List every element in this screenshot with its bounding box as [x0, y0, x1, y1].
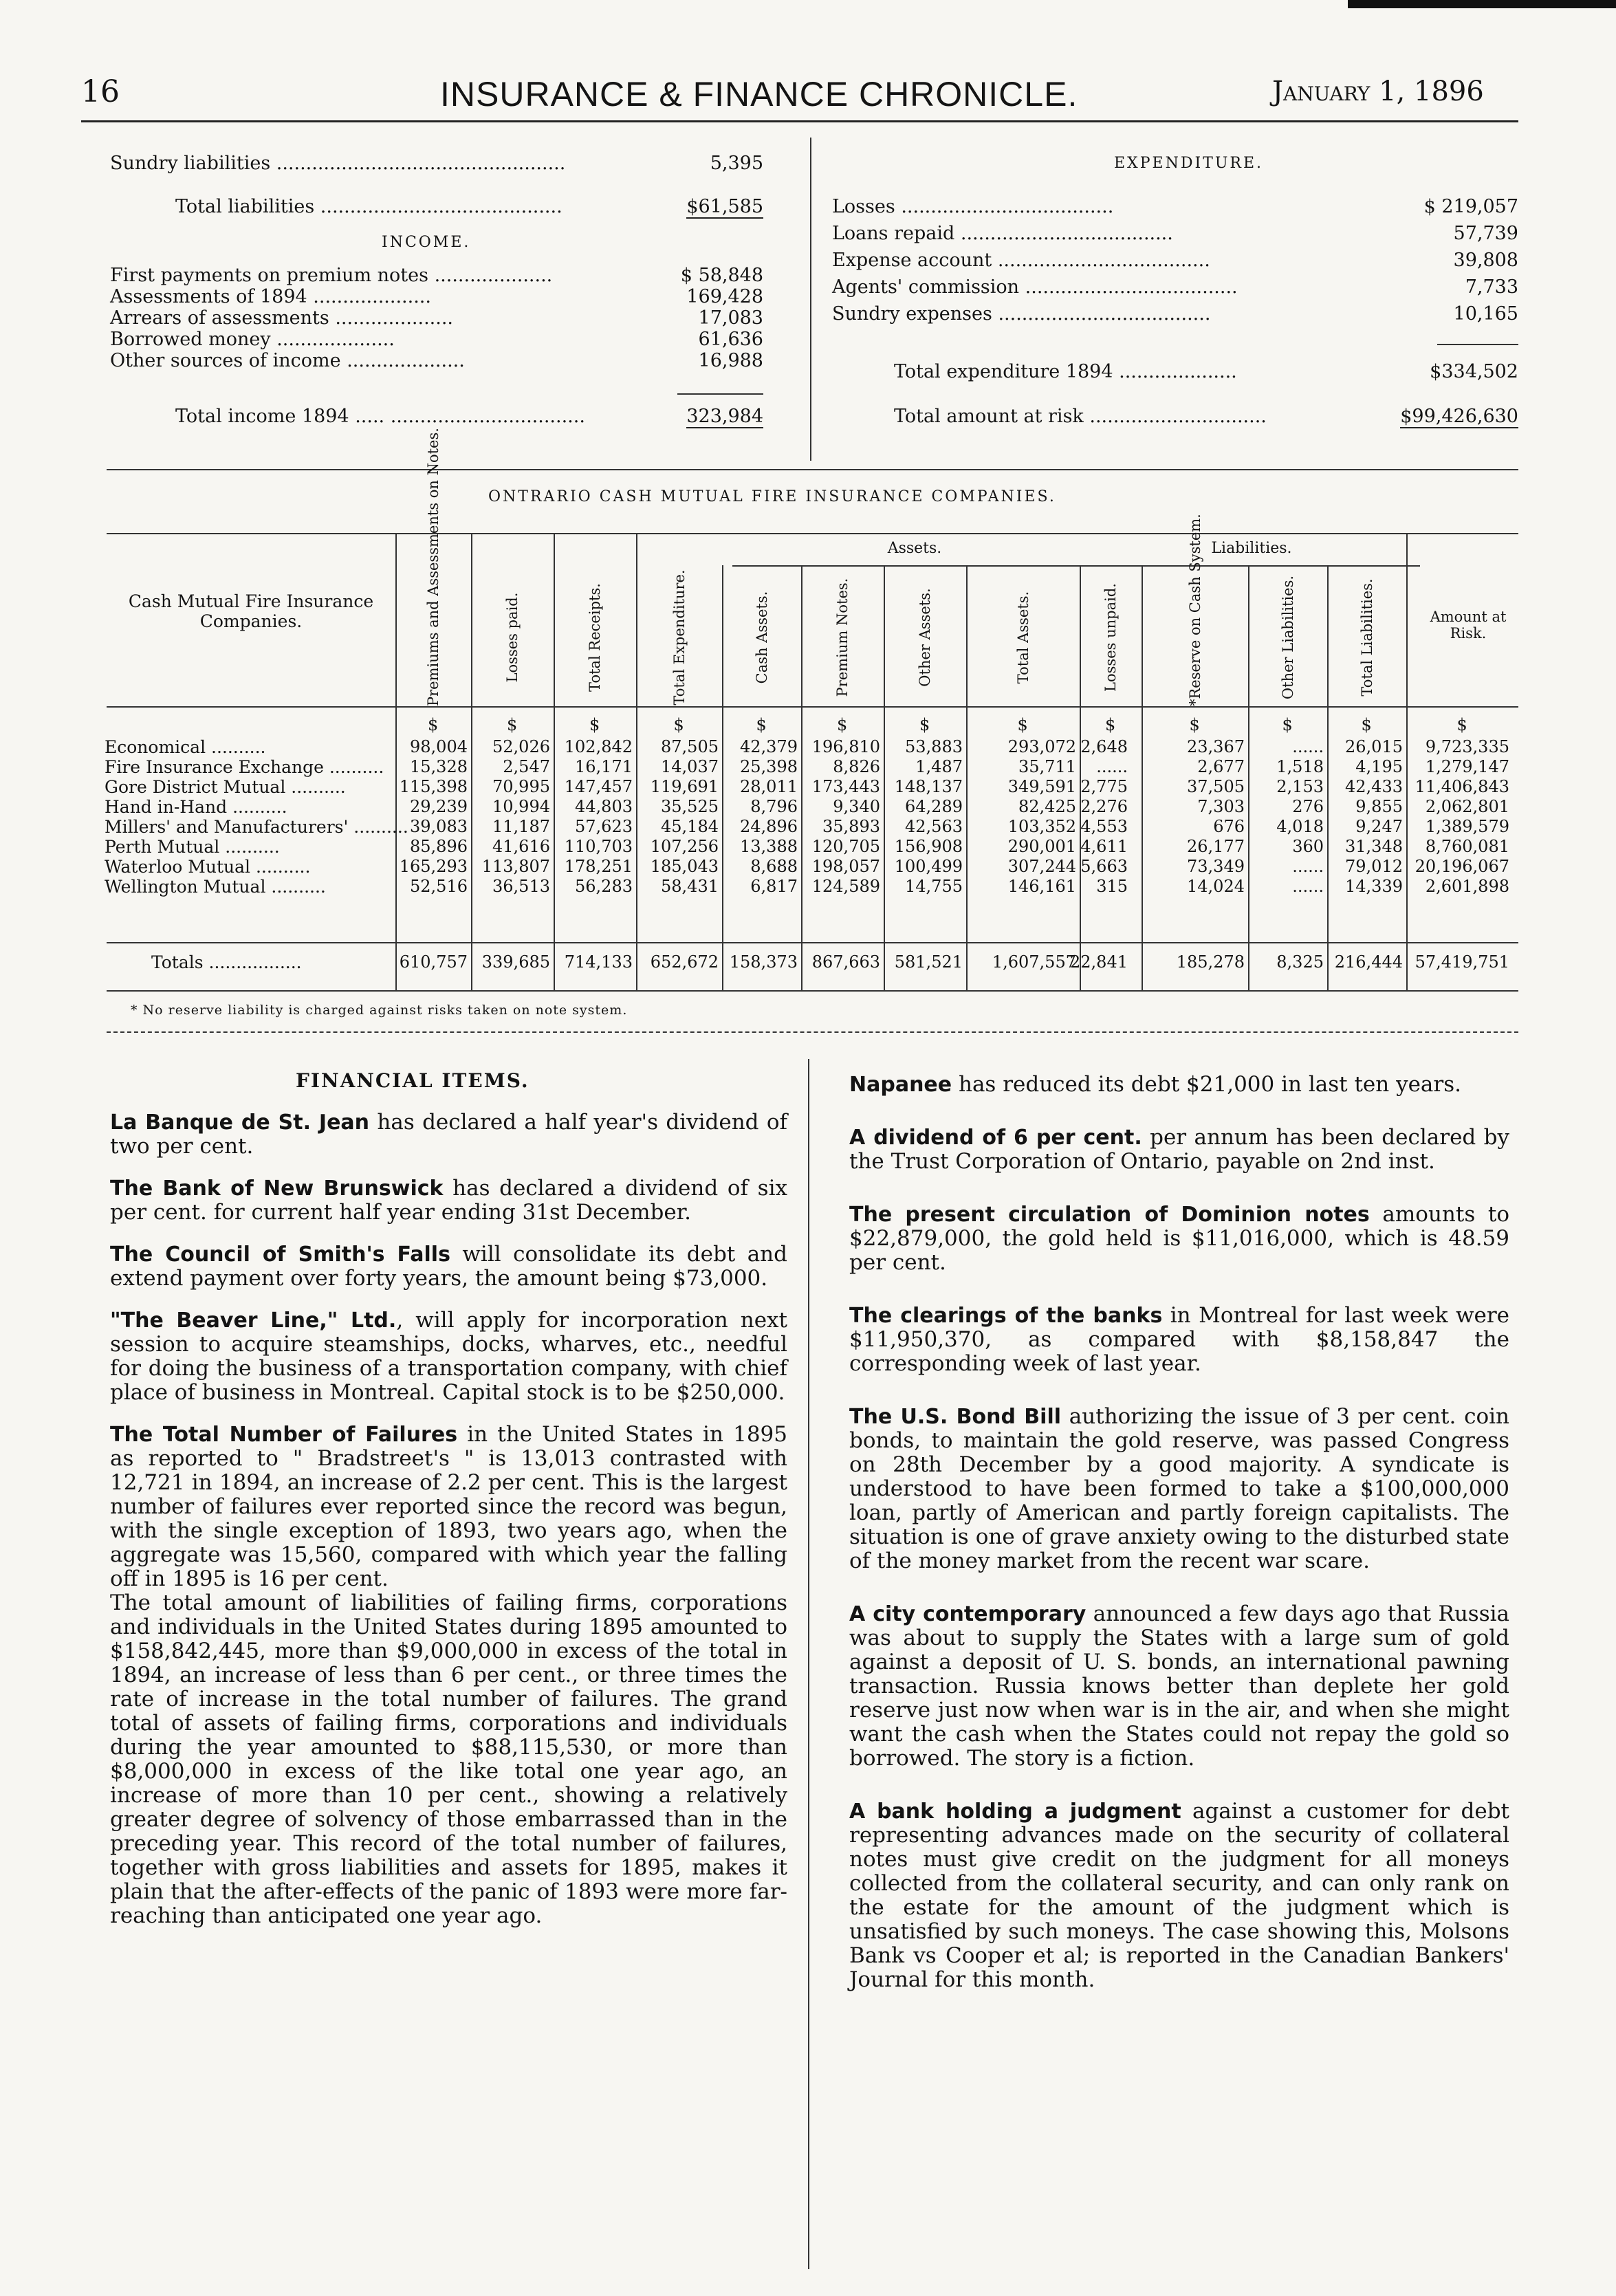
table-cell: 4,611 [1080, 837, 1128, 856]
totals-label: Totals ................. [151, 952, 302, 972]
totals-cell: 867,663 [811, 952, 880, 972]
company-name: Hand in-Hand .......... [105, 797, 287, 817]
financial-items-heading: FINANCIAL ITEMS. [296, 1069, 529, 1092]
news-item-lead: The Bank of New Brunswick [110, 1177, 444, 1201]
table-cell: 79,012 [1345, 857, 1403, 876]
table-cell: 52,516 [410, 877, 468, 896]
table-cell: 2,153 [1276, 777, 1324, 796]
news-item [110, 1111, 787, 1159]
news-item [110, 1423, 787, 1591]
dollar-sign-cell: $ [1456, 715, 1467, 734]
income-value: 61,636 [698, 329, 763, 350]
table-cell: ...... [1292, 877, 1324, 896]
table-cell: 52,026 [492, 737, 550, 756]
liabilities-group-header: Liabilities. [1211, 540, 1292, 557]
table-cell: 2,601,898 [1425, 877, 1509, 896]
table-cell: ...... [1292, 857, 1324, 876]
table-cell: 8,760,081 [1425, 837, 1509, 856]
expenditure-value: 10,165 [1453, 303, 1518, 325]
table-footnote: * No reserve liability is charged against risks taken on note system. [131, 1003, 628, 1018]
news-item-text: in Montreal for last week were $11,950,370, as compared with $8,158,847 the corresponding week of last year. [849, 1303, 1509, 1376]
group-header-rule [732, 565, 1420, 567]
news-item-lead: The Total Number of Failures [110, 1423, 458, 1447]
table-column-rule [471, 533, 472, 990]
financial-items-right-column [849, 1073, 1509, 2021]
news-item [849, 1126, 1509, 1174]
rotated-column-header: Losses unpaid. [1102, 583, 1119, 692]
table-cell: ...... [1096, 757, 1128, 776]
news-item [849, 1203, 1509, 1275]
table-cell: 103,352 [1007, 817, 1076, 836]
table-cell: 26,015 [1345, 737, 1403, 756]
table-cell: 20,196,067 [1415, 857, 1509, 876]
table-cell: 64,289 [905, 797, 963, 816]
expenditure-value: 57,739 [1453, 223, 1518, 244]
table-cell: 7,303 [1197, 797, 1245, 816]
table-cell: 173,443 [811, 777, 880, 796]
totals-cell: 57,419,751 [1415, 952, 1509, 972]
totals-cell: 581,521 [894, 952, 963, 972]
table-cell: 120,705 [811, 837, 880, 856]
table-cell: 8,796 [750, 797, 798, 816]
news-item [849, 1073, 1509, 1097]
table-cell: 11,187 [492, 817, 550, 836]
table-cell: 98,004 [410, 737, 468, 756]
income-sum-rule [677, 393, 763, 395]
totals-cell: 185,278 [1176, 952, 1245, 972]
table-cell: 102,842 [564, 737, 633, 756]
section-divider [107, 1031, 1518, 1033]
table-cell: 70,995 [492, 777, 550, 796]
table-cell: 148,137 [894, 777, 963, 796]
news-item-text: will consolidate its debt and extend payment over forty years, the amount being $73,000. [110, 1242, 787, 1291]
table-cell: 290,001 [1007, 837, 1076, 856]
totals-cell: 158,373 [729, 952, 798, 972]
table-cell: 13,388 [740, 837, 798, 856]
dollar-sign-cell: $ [1361, 715, 1372, 734]
table-cell: 9,723,335 [1425, 737, 1509, 756]
table-column-rule [1142, 565, 1143, 990]
totals-cell: 8,325 [1276, 952, 1324, 972]
table-cell: ...... [1292, 737, 1324, 756]
table-cell: 1,487 [915, 757, 963, 776]
statement-divider [810, 138, 811, 461]
table-cell: 676 [1213, 817, 1245, 836]
publication-title: INSURANCE & FINANCE CHRONICLE. [440, 75, 1078, 113]
news-item-lead: Napanee [849, 1073, 952, 1097]
rotated-column-header: Total Receipts. [587, 583, 603, 692]
table-column-rule [554, 533, 555, 990]
page-number: 16 [81, 74, 120, 109]
table-title: ONTRARIO CASH MUTUAL FIRE INSURANCE COMPANIES. [488, 488, 1056, 505]
issue-date: January 1, 1896 [1272, 76, 1484, 107]
table-cell: 36,513 [492, 877, 550, 896]
expenditure-label: Expense account .................................... [832, 250, 1210, 271]
totals-cell: 339,685 [481, 952, 550, 972]
table-cell: 15,328 [410, 757, 468, 776]
income-label: First payments on premium notes .................... [110, 265, 553, 286]
table-cell: 39,083 [410, 817, 468, 836]
news-item-lead: The Council of Smith's Falls [110, 1243, 450, 1267]
news-item-lead: A bank holding a judgment [849, 1800, 1181, 1824]
table-cell: 9,855 [1355, 797, 1403, 816]
table-cell: 25,398 [740, 757, 798, 776]
table-cell: 85,896 [410, 837, 468, 856]
table-cell: 2,547 [503, 757, 550, 776]
sundry-liabilities-value: 5,395 [710, 153, 763, 174]
income-value: 16,988 [698, 350, 763, 371]
income-label: Assessments of 1894 .................... [110, 286, 431, 307]
table-cell: 196,810 [811, 737, 880, 756]
rotated-column-header: Losses paid. [504, 592, 521, 683]
table-cell: 2,648 [1080, 737, 1128, 756]
table-cell: 360 [1292, 837, 1324, 856]
table-cell: 113,807 [481, 857, 550, 876]
table-column-rule [1406, 533, 1408, 990]
table-cell: 115,398 [399, 777, 468, 796]
table-totals-rule [107, 942, 1518, 943]
financial-items-left-column [110, 1111, 787, 1946]
dollar-sign-cell: $ [673, 715, 684, 734]
table-header-top-rule [107, 533, 1518, 534]
news-item-lead: The present circulation of Dominion notes [849, 1203, 1370, 1227]
table-cell: 8,826 [833, 757, 880, 776]
income-label: Other sources of income .................... [110, 350, 465, 371]
total-liabilities-label: Total liabilities ......................................... [175, 196, 563, 217]
rotated-column-header: Premium Notes. [834, 578, 851, 697]
table-cell: 1,389,579 [1425, 817, 1509, 836]
income-value: 17,083 [698, 307, 763, 329]
table-cell: 87,505 [661, 737, 719, 756]
news-item [110, 1591, 787, 1928]
table-cell: 42,563 [905, 817, 963, 836]
totals-cell: 610,757 [399, 952, 468, 972]
table-cell: 198,057 [811, 857, 880, 876]
news-item [849, 1405, 1509, 1573]
totals-cell: 22,841 [1070, 952, 1128, 972]
table-cell: 10,994 [492, 797, 550, 816]
news-item-text: announced a few days ago that Russia was about to supply the States with a large sum of gold against a deposit of U. S. bonds, an international pawning transaction. Russia knows better than deplete her gold reserve just now when war is in the air, and when she might want the cash when the States could not repay the gold so borrowed. The story is a fiction. [849, 1601, 1509, 1771]
income-value: $ 58,848 [680, 265, 763, 286]
news-item [110, 1177, 787, 1225]
company-name: Perth Mutual .......... [105, 837, 280, 857]
assets-group-header: Assets. [887, 540, 942, 557]
table-cell: 276 [1292, 797, 1324, 816]
table-cell: 165,293 [399, 857, 468, 876]
table-cell: 2,677 [1197, 757, 1245, 776]
rotated-column-header: Total Assets. [1014, 591, 1031, 684]
dollar-sign-cell: $ [428, 715, 439, 734]
company-name: Fire Insurance Exchange .......... [105, 757, 384, 777]
expenditure-label: Loans repaid .................................... [832, 223, 1173, 244]
column-divider [808, 1059, 809, 2269]
table-cell: 14,037 [661, 757, 719, 776]
table-cell: 14,755 [905, 877, 963, 896]
table-cell: 23,367 [1187, 737, 1245, 756]
table-cell: 315 [1096, 877, 1128, 896]
dollar-sign-cell: $ [1189, 715, 1200, 734]
table-cell: 4,553 [1080, 817, 1128, 836]
news-item-text: has declared a half year's dividend of two per cent. [110, 1110, 787, 1159]
expenditure-label: Losses .................................... [832, 196, 1114, 217]
dollar-sign-cell: $ [1282, 715, 1293, 734]
expenditure-heading: EXPENDITURE. [1114, 155, 1263, 172]
table-column-rule [1327, 565, 1329, 990]
rotated-column-header: Cash Assets. [753, 591, 770, 684]
news-item-text: amounts to $22,879,000, the gold held is $11,016,000, which is 48.59 per cent. [849, 1202, 1509, 1275]
dollar-sign-cell: $ [589, 715, 600, 734]
rotated-column-header: Total Liabilities. [1358, 578, 1375, 697]
table-cell: 45,184 [661, 817, 719, 836]
total-income-label: Total income 1894 ..... ................................. [175, 406, 585, 427]
expenditure-value: 7,733 [1465, 276, 1518, 298]
table-cell: 9,340 [833, 797, 880, 816]
table-cell: 124,589 [811, 877, 880, 896]
table-cell: 2,062,801 [1425, 797, 1509, 816]
news-item-text: has reduced its debt $21,000 in last ten years. [952, 1072, 1461, 1097]
news-item [849, 1304, 1509, 1376]
table-cell: 28,011 [740, 777, 798, 796]
table-cell: 147,457 [564, 777, 633, 796]
rotated-column-header: Other Assets. [917, 588, 933, 687]
table-column-rule [966, 565, 968, 990]
amount-at-risk-header: Amount at Risk. [1430, 609, 1507, 642]
expenditure-label: Agents' commission .................................... [832, 276, 1238, 298]
news-item-text: authorizing the issue of 3 per cent. coin bonds, to maintain the gold reserve, was passed Congress on 28th December by a good majority. A syndicate is understood to have been formed to take a $100,000,000 loan, partly of American and partly foreign capitalists. The situation is one of grave anxiety owing to the disturbed state of the money market from the recent war scare. [849, 1404, 1509, 1573]
table-cell: 14,024 [1187, 877, 1245, 896]
dollar-sign-cell: $ [919, 715, 930, 734]
rotated-column-header: Other Liabilities. [1279, 575, 1296, 700]
table-cell: 4,195 [1355, 757, 1403, 776]
total-at-risk-label: Total amount at risk .............................. [894, 406, 1267, 427]
totals-cell: 216,444 [1334, 952, 1403, 972]
table-cell: 2,276 [1080, 797, 1128, 816]
table-cell: 293,072 [1007, 737, 1076, 756]
expenditure-label: Sundry expenses .................................... [832, 303, 1211, 325]
total-at-risk-value: $99,426,630 [1400, 406, 1518, 427]
table-cell: 58,431 [661, 877, 719, 896]
table-column-rule [395, 533, 397, 990]
table-cell: 1,518 [1276, 757, 1324, 776]
company-name: Waterloo Mutual .......... [105, 857, 311, 877]
table-cell: 73,349 [1187, 857, 1245, 876]
totals-cell: 1,607,557 [992, 952, 1076, 972]
table-cell: 110,703 [564, 837, 633, 856]
table-cell: 4,018 [1276, 817, 1324, 836]
table-cell: 57,623 [575, 817, 633, 836]
news-item-text: , will apply for incorporation next session to acquire steamships, docks, wharves, etc., needful for doing the business of a transportation company, with chief place of business in Montreal. Capital stock is to be $250,000. [110, 1308, 787, 1405]
table-cell: 307,244 [1007, 857, 1076, 876]
rotated-column-header: *Reserve on Cash System. [1186, 514, 1203, 706]
table-cell: 11,406,843 [1415, 777, 1509, 796]
table-cell: 24,896 [740, 817, 798, 836]
table-cell: 35,893 [822, 817, 880, 836]
table-bottom-rule [107, 990, 1518, 992]
table-cell: 42,433 [1345, 777, 1403, 796]
expenditure-value: $ 219,057 [1423, 196, 1518, 217]
table-cell: 146,161 [1007, 877, 1076, 896]
income-value: 169,428 [686, 286, 763, 307]
news-item-text: has declared a dividend of six per cent. for current half year ending 31st December. [110, 1176, 787, 1225]
news-item [110, 1309, 787, 1405]
news-item [849, 1602, 1509, 1771]
news-item-text: in the United States in 1895 as reported to " Bradstreet's " is 13,013 contrasted with 12,721 in 1894, an increase of 2.2 per cent. This is the largest number of failures ever reported since the record was begun, with the single exception of 1893, two years ago, when the aggregate was 15,560, compared with which year the falling off in 1895 is 16 per cent. [110, 1422, 787, 1591]
table-cell: 178,251 [564, 857, 633, 876]
table-column-rule [884, 565, 885, 990]
news-item-lead: La Banque de St. Jean [110, 1111, 370, 1135]
table-cell: 119,691 [650, 777, 719, 796]
table-cell: 41,616 [492, 837, 550, 856]
table-cell: 82,425 [1018, 797, 1076, 816]
news-item-lead: "The Beaver Line," Ltd. [110, 1309, 397, 1333]
header-rule [81, 120, 1518, 122]
table-cell: 35,525 [661, 797, 719, 816]
company-column-header: Cash Mutual Fire Insurance Companies. [128, 591, 374, 631]
table-cell: 29,239 [410, 797, 468, 816]
news-item-lead: A city contemporary [849, 1602, 1087, 1626]
table-cell: 56,283 [575, 877, 633, 896]
table-cell: 100,499 [894, 857, 963, 876]
dollar-sign-cell: $ [837, 715, 848, 734]
table-column-rule [801, 565, 802, 990]
totals-cell: 652,672 [650, 952, 719, 972]
company-name: Economical .......... [105, 737, 266, 757]
income-heading: INCOME. [382, 234, 471, 251]
table-cell: 14,339 [1345, 877, 1403, 896]
income-label: Borrowed money .................... [110, 329, 395, 350]
sundry-liabilities-label: Sundry liabilities ................................................. [110, 153, 566, 174]
table-cell: 8,688 [750, 857, 798, 876]
company-name: Wellington Mutual .......... [105, 877, 326, 897]
total-expenditure-label: Total expenditure 1894 .................... [894, 361, 1237, 382]
table-cell: 185,043 [650, 857, 719, 876]
total-liabilities-value: $61,585 [686, 196, 763, 217]
table-cell: 1,279,147 [1425, 757, 1509, 776]
dollar-sign-cell: $ [756, 715, 767, 734]
table-cell: 53,883 [905, 737, 963, 756]
company-name: Gore District Mutual .......... [105, 777, 346, 797]
income-label: Arrears of assessments .................... [110, 307, 453, 329]
total-expenditure-value: $334,502 [1430, 361, 1518, 382]
table-cell: 107,256 [650, 837, 719, 856]
table-cell: 156,908 [894, 837, 963, 856]
table-top-rule [107, 469, 1518, 470]
table-cell: 42,379 [740, 737, 798, 756]
news-item-lead: The clearings of the banks [849, 1304, 1163, 1328]
total-income-value: 323,984 [686, 406, 763, 427]
table-cell: 5,663 [1080, 857, 1128, 876]
company-name: Millers' and Manufacturers' .......... [105, 817, 408, 837]
news-item [110, 1243, 787, 1291]
table-cell: 26,177 [1187, 837, 1245, 856]
table-cell: 6,817 [750, 877, 798, 896]
news-item-text: The total amount of liabilities of failing firms, corporations and individuals in the United States during 1895 amounted to $158,842,445, more than $9,000,000 in excess of the total in 1894, an increase of less than 6 per cent., or three times the rate of increase in the total number of failures. The grand total of assets of failing firms, corporations and individuals during the year amounted to $88,115,530, or more than $8,000,000 in excess of the like total one year ago, an increase of more than 10 per cent., showing a relatively greater degree of solvency of those embarrassed than in the preceding year. This record of the total number of failures, together with gross liabilities and assets for 1895, makes it plain that the after-effects of the panic of 1893 were more far-reaching than anticipated one year ago. [110, 1590, 787, 1928]
dollar-sign-cell: $ [507, 715, 518, 734]
table-cell: 44,803 [575, 797, 633, 816]
table-column-rule [1248, 565, 1249, 990]
totals-cell: 714,133 [564, 952, 633, 972]
expenditure-sum-rule [1437, 344, 1518, 345]
table-cell: 35,711 [1018, 757, 1076, 776]
table-cell: 16,171 [575, 757, 633, 776]
table-cell: 37,505 [1187, 777, 1245, 796]
news-item [849, 1800, 1509, 1992]
news-item-lead: The U.S. Bond Bill [849, 1405, 1062, 1429]
news-item-text: against a customer for debt representing advances made on the security of collateral notes must give credit on the judgment for all moneys collected from the collateral security, and can only rank on the estate for the amount of the judgment which is unsatisfied by such moneys. The case showing this, Molsons Bank vs Cooper et al; is reported in the Canadian Bankers' Journal for this month. [849, 1799, 1509, 1992]
table-column-rule [636, 533, 637, 990]
table-header-bottom-rule [107, 706, 1518, 708]
dollar-sign-cell: $ [1105, 715, 1116, 734]
expenditure-value: 39,808 [1453, 250, 1518, 271]
page-top-edge [1348, 0, 1616, 8]
rotated-column-header: Premiums and Assessments on Notes. [425, 428, 441, 706]
table-column-rule [722, 565, 723, 990]
table-cell: 2,775 [1080, 777, 1128, 796]
table-cell: 349,591 [1007, 777, 1076, 796]
news-item-lead: A dividend of 6 per cent. [849, 1126, 1142, 1150]
rotated-column-header: Total Expenditure. [670, 569, 688, 706]
table-cell: 31,348 [1345, 837, 1403, 856]
news-item-text: per annum has been declared by the Trust Corporation of Ontario, payable on 2nd inst. [849, 1125, 1509, 1174]
dollar-sign-cell: $ [1017, 715, 1028, 734]
table-cell: 9,247 [1355, 817, 1403, 836]
